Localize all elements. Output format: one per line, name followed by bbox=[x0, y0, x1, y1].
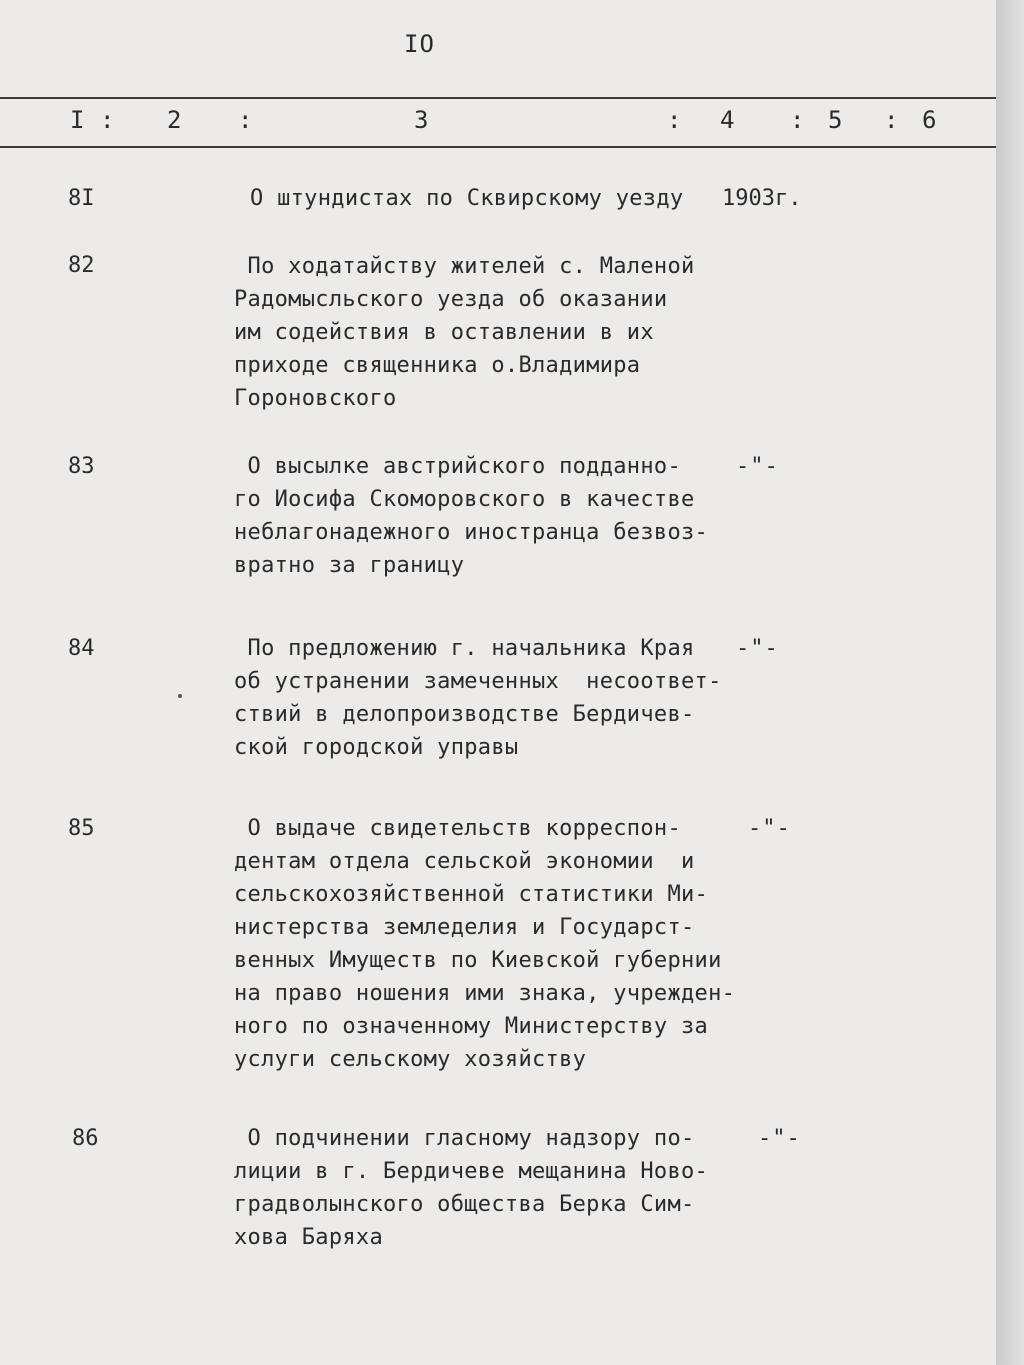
header-rule-bottom bbox=[0, 146, 996, 148]
column-header-4: 4 bbox=[720, 106, 735, 134]
column-separator: : bbox=[884, 106, 899, 134]
paper-speck bbox=[178, 694, 182, 698]
entry-number: 84 bbox=[68, 636, 95, 661]
entry-title: О выдаче свидетельств корреспон- дентам отдела сельской экономии и сельскохозяйственной статистики Ми- нистерства земледелия и Государст- венных Имуществ по Киевской губернии на право ношения ими знака, учрежден- ного по означенному Министерству за услуги сельскому хозяйству bbox=[234, 816, 736, 1072]
ditto-mark: -"- bbox=[748, 816, 791, 841]
entry-number: 82 bbox=[68, 253, 95, 278]
column-separator: : bbox=[100, 106, 115, 134]
column-header-1: I bbox=[70, 106, 85, 134]
ditto-mark: -"- bbox=[736, 636, 779, 661]
column-header-2: 2 bbox=[167, 106, 182, 134]
column-separator: : bbox=[790, 106, 805, 134]
header-rule-top bbox=[0, 97, 996, 99]
column-header-3: 3 bbox=[414, 106, 429, 134]
entry-title: О высылке австрийского подданно- го Иосифа Скоморовского в качестве неблагонадежного иностранца безвоз- вратно за границу bbox=[234, 454, 709, 578]
entry-title: О штундистах по Сквирскому уезду bbox=[250, 186, 684, 211]
column-separator: : bbox=[667, 106, 682, 134]
entry-number: 85 bbox=[68, 816, 95, 841]
entry-number: 83 bbox=[68, 454, 95, 479]
entry-number: 86 bbox=[72, 1126, 99, 1151]
ditto-mark: -"- bbox=[736, 454, 779, 479]
entry-number: 8I bbox=[68, 186, 95, 211]
entry-title: О подчинении гласному надзору по- лиции в г. Бердичеве мещанина Ново- градволынского общества Берка Сим- хова Баряха bbox=[234, 1126, 709, 1250]
entry-date: 1903г. bbox=[722, 186, 802, 211]
column-header-5: 5 bbox=[828, 106, 843, 134]
entry-title: По предложению г. начальника Края об устранении замеченных несоответ- ствий в делопроизводстве Бердичев- ской городской управы bbox=[234, 636, 722, 760]
column-header-6: 6 bbox=[922, 106, 937, 134]
entry-title: По ходатайству жителей с. Маленой Радомысльского уезда об оказании им содействия в оставлении в их приходе священника о.Владимира Гороновского bbox=[234, 254, 695, 411]
column-separator: : bbox=[238, 106, 253, 134]
page-edge-shadow bbox=[996, 0, 1024, 1365]
page-number: IO bbox=[404, 30, 435, 58]
ditto-mark: -"- bbox=[758, 1126, 801, 1151]
